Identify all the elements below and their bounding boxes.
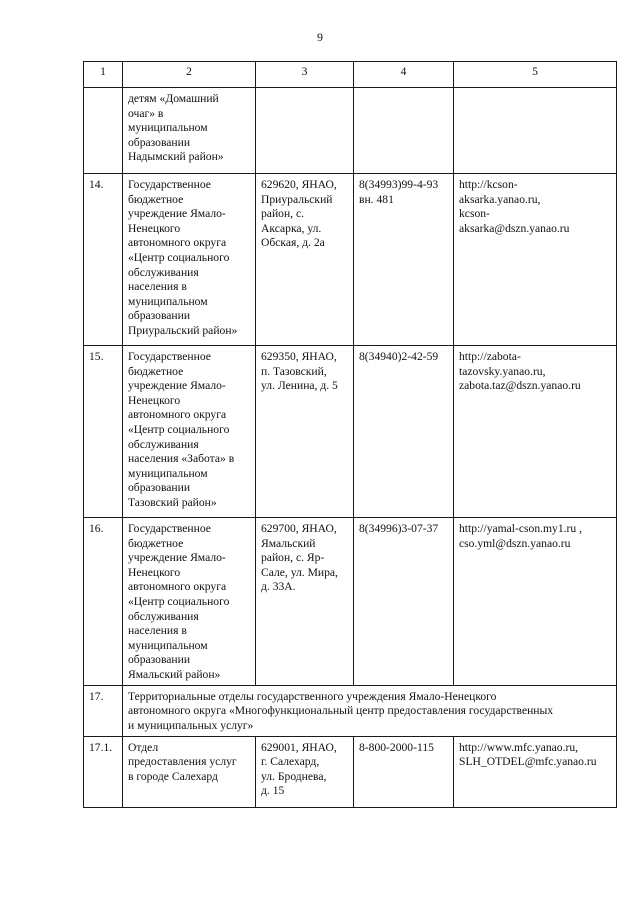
page-number: 9 — [317, 30, 323, 44]
institution-address: 629001, ЯНАО, г. Салехард, ул. Броднева, д. 15 — [256, 736, 354, 807]
institution-phone: 8-800-2000-115 — [354, 736, 454, 807]
institution-phone: 8(34993)99-4-93 вн. 481 — [354, 174, 454, 346]
column-header-phone: 4 — [354, 62, 454, 88]
row-number — [84, 88, 123, 174]
institution-address: 629350, ЯНАО, п. Тазовский, ул. Ленина, д. 5 — [256, 346, 354, 518]
institution-address — [256, 88, 354, 174]
table-row — [84, 518, 617, 686]
institution-phone: 8(34996)3-07-37 — [354, 518, 454, 686]
institution-contacts[interactable]: http://kcson- aksarka.yanao.ru, kcson- aksarka@dszn.yanao.ru — [454, 174, 617, 346]
column-header-contacts: 5 — [454, 62, 617, 88]
institution-name: Государственное бюджетное учреждение Ямало- Ненецкого автономного округа «Центр социального обслуживания населения в муниципальном образовании Приуральский район» — [123, 174, 256, 346]
institution-name: Государственное бюджетное учреждение Ямало- Ненецкого автономного округа «Центр социального обслуживания населения «Забота» в муниципальном образовании Тазовский район» — [123, 346, 256, 518]
row-number: 16. — [84, 518, 123, 686]
institution-name: Государственное бюджетное учреждение Ямало- Ненецкого автономного округа «Центр социального обслуживания населения в муниципальном образовании Ямальский район» — [123, 518, 256, 686]
table-row — [84, 88, 617, 174]
institutions-table — [83, 61, 617, 808]
section-row — [84, 685, 617, 736]
institution-phone — [354, 88, 454, 174]
column-header-name: 2 — [123, 62, 256, 88]
institution-address: 629620, ЯНАО, Приуральский район, с. Аксарка, ул. Обская, д. 2а — [256, 174, 354, 346]
table-row — [84, 736, 617, 807]
row-number: 17.1. — [84, 736, 123, 807]
institution-phone: 8(34940)2-42-59 — [354, 346, 454, 518]
row-number: 15. — [84, 346, 123, 518]
table-header-row — [84, 62, 617, 88]
section-title: Территориальные отделы государственного учреждения Ямало-Ненецкого автономного округа «Многофункциональный центр предоставления государственных и муниципальных услуг» — [123, 685, 617, 736]
institution-name: Отдел предоставления услуг в городе Салехард — [123, 736, 256, 807]
institution-name: детям «Домашний очаг» в муниципальном образовании Надымский район» — [123, 88, 256, 174]
table-row — [84, 346, 617, 518]
row-number: 14. — [84, 174, 123, 346]
column-header-number: 1 — [84, 62, 123, 88]
institution-contacts — [454, 88, 617, 174]
column-header-address: 3 — [256, 62, 354, 88]
table-row — [84, 174, 617, 346]
institution-contacts[interactable]: http://www.mfc.yanao.ru, SLH_OTDEL@mfc.yanao.ru — [454, 736, 617, 807]
institution-address: 629700, ЯНАО, Ямальский район, с. Яр- Сале, ул. Мира, д. 33А. — [256, 518, 354, 686]
institution-contacts[interactable]: http://zabota- tazovsky.yanao.ru, zabota.taz@dszn.yanao.ru — [454, 346, 617, 518]
section-number: 17. — [84, 685, 123, 736]
institution-contacts[interactable]: http://yamal-cson.my1.ru , cso.yml@dszn.yanao.ru — [454, 518, 617, 686]
